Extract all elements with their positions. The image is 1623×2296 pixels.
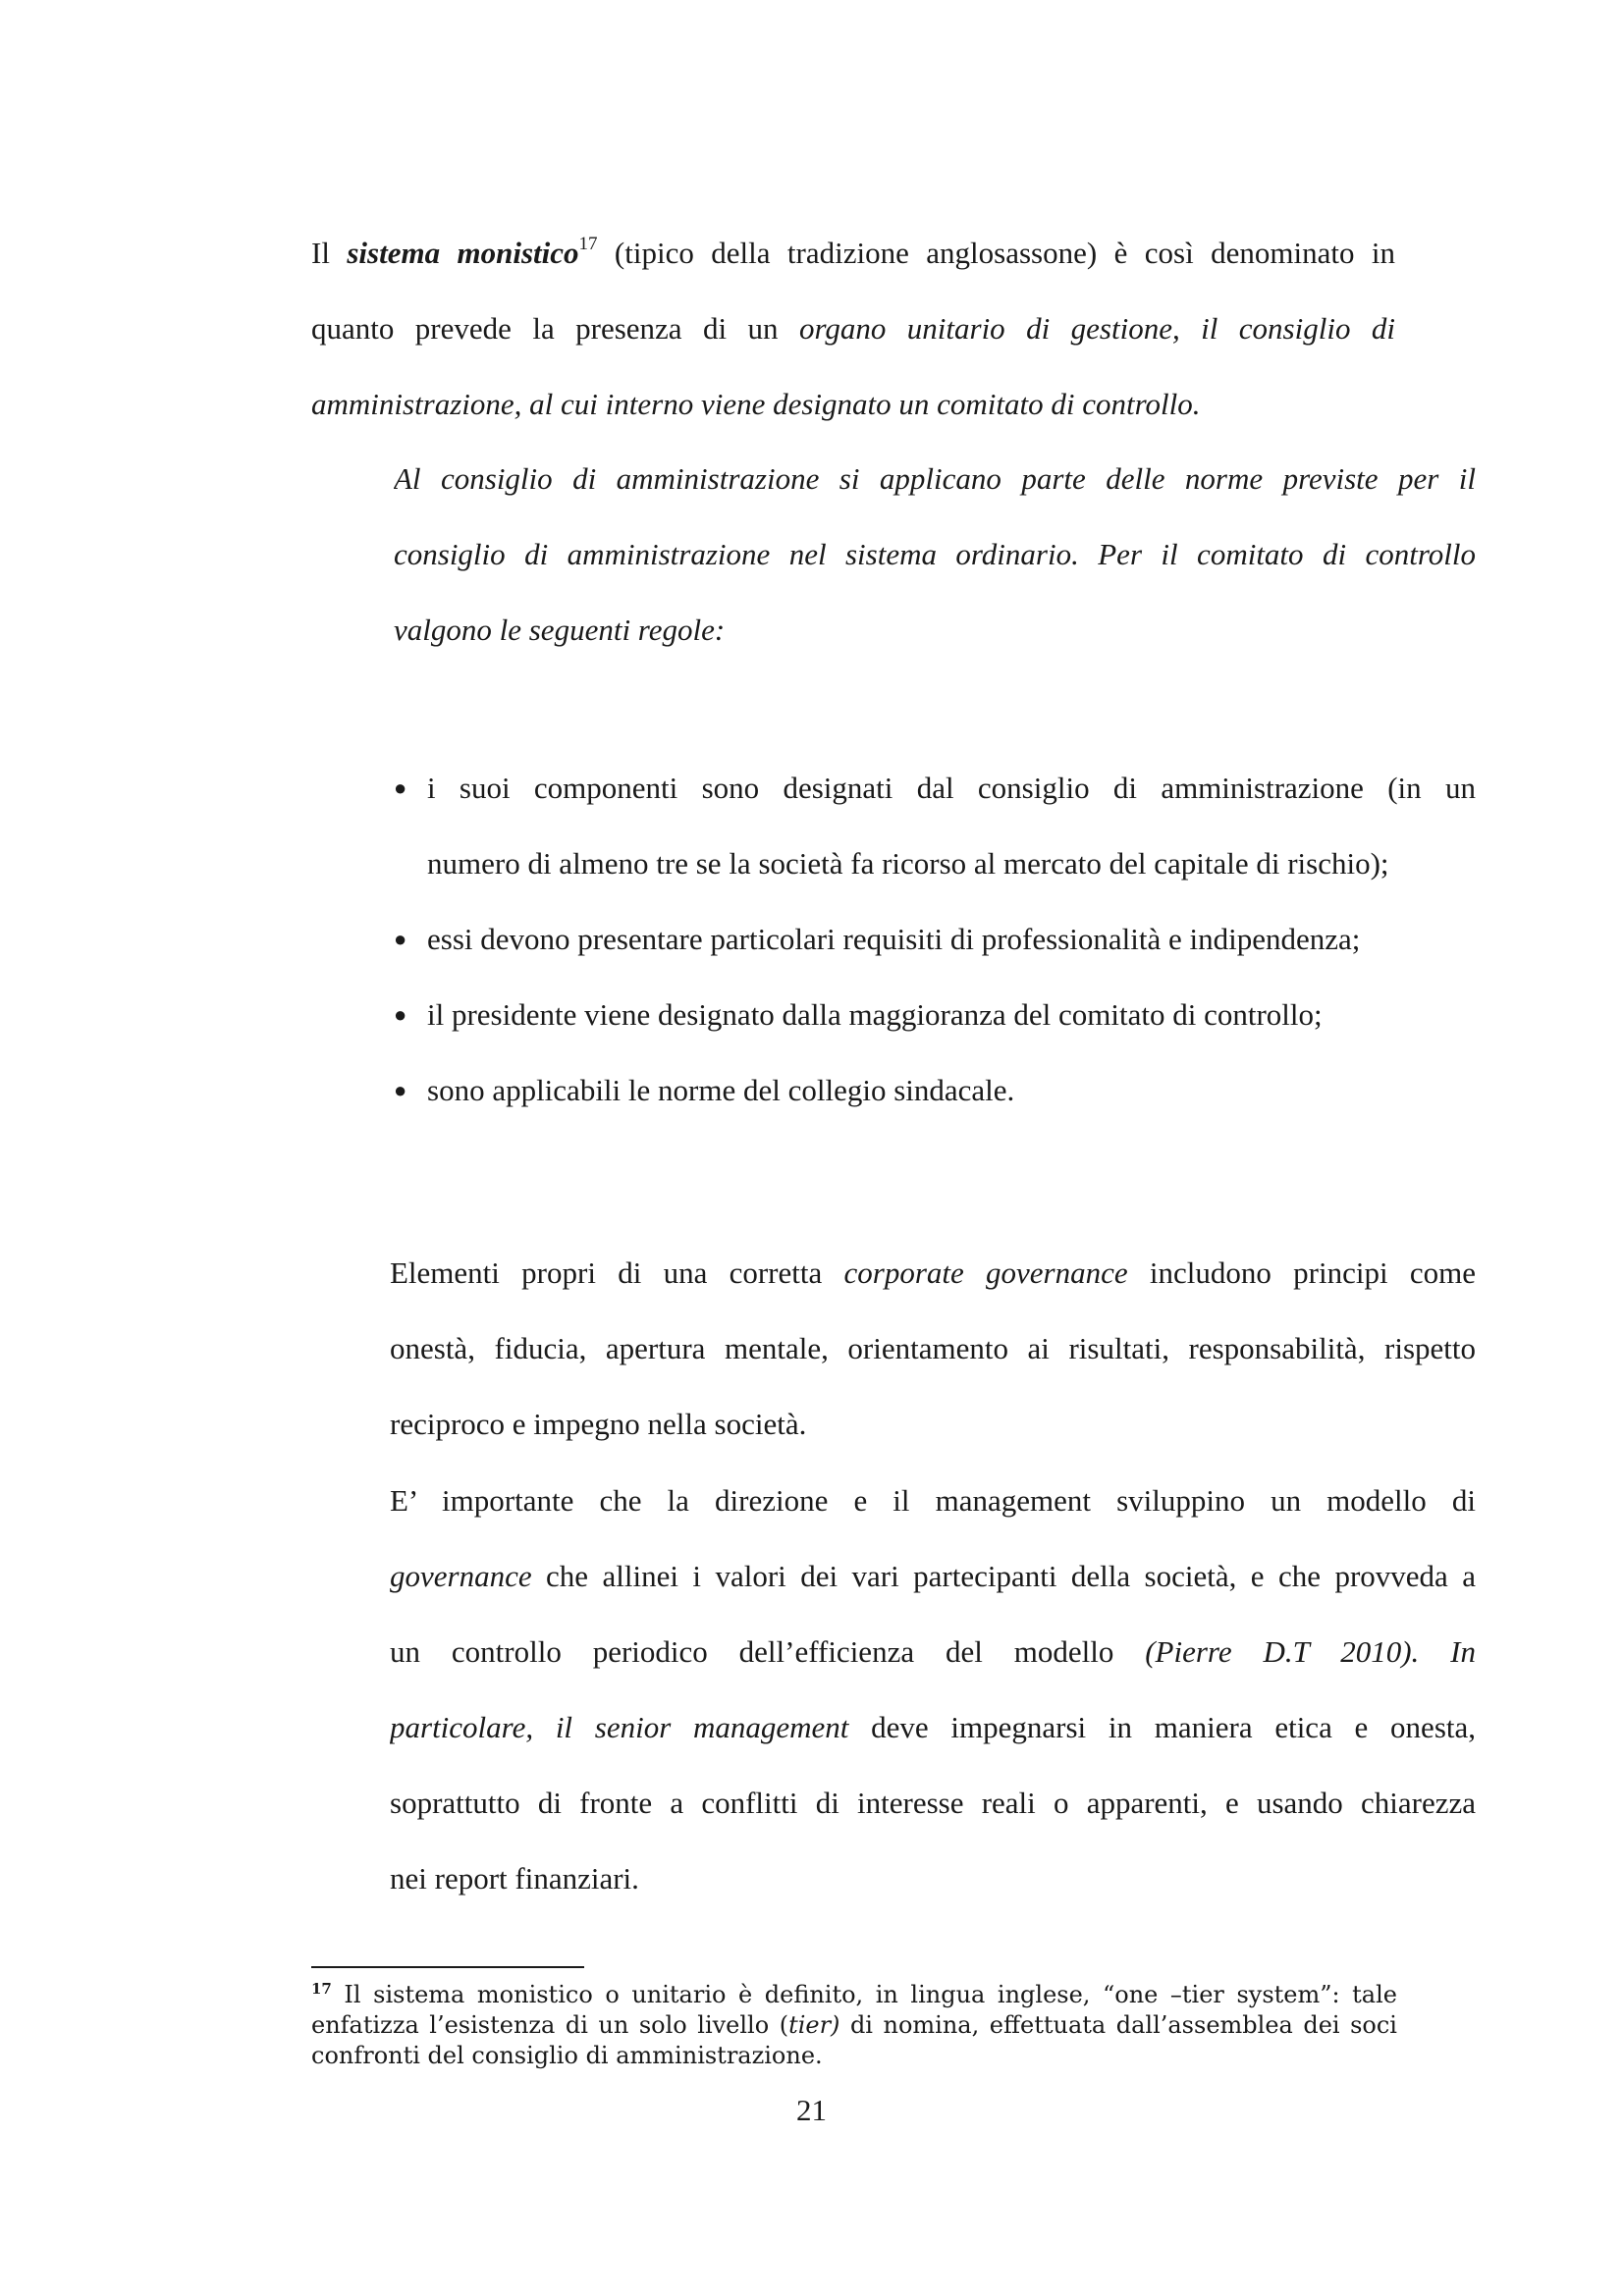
text-line: soprattutto di fronte a conflitti di interesse reali o apparenti, e usando chiarezza: [390, 1786, 1476, 1820]
list-item: ● il presidente viene designato dalla maggioranza del comitato di controllo;: [394, 977, 1476, 1052]
footnote: [311, 1980, 1397, 2071]
footnote-separator: [311, 1966, 584, 1968]
text-line: Elementi propri di una corretta corporate governance includono principi come: [390, 1255, 1476, 1290]
text-line: onestà, fiducia, apertura mentale, orientamento ai risultati, responsabilità, rispetto: [390, 1331, 1476, 1365]
footnote-line: confronti del consiglio di amministrazione.: [311, 2042, 823, 2069]
text-line: nei report finanziari.: [390, 1861, 639, 1896]
text-line: governance che allinei i valori dei vari partecipanti della società, e che provveda a: [390, 1559, 1476, 1593]
paragraph-corporate-governance: [390, 1235, 1476, 1462]
bullet-icon: ●: [394, 1078, 407, 1102]
text-line: Il sistema monistico$^{17}$ (tipico della tradizione anglosassone) è così denominato in: [311, 234, 1395, 270]
footnote-number: 17: [311, 1980, 332, 1998]
text-line: E’ importante che la direzione e il management sviluppino un modello di: [390, 1483, 1476, 1518]
bullet-list: [394, 750, 1476, 1128]
bullet-icon: ●: [394, 927, 407, 951]
list-item: ● essi devono presentare particolari requisiti di professionalità e indipendenza;: [394, 901, 1476, 977]
text-line: un controllo periodico dell’efficienza del modello (Pierre D.T 2010). In: [390, 1634, 1476, 1669]
footnote-ref[interactable]: 17: [578, 234, 598, 254]
bullet-icon: ●: [394, 775, 407, 800]
paragraph-management: [390, 1463, 1476, 1916]
footnote-line: enfatizza l’esistenza di un solo livello (tier) di nomina, effettuata dall’assemblea dei soci: [311, 2011, 1397, 2039]
list-item: ● i suoi componenti sono designati dal consiglio di amministrazione (in un: [394, 750, 1476, 826]
text-line: particolare, il senior management deve impegnarsi in maniera etica e onesta,: [390, 1710, 1476, 1744]
bold-italic-term: sistema monistico: [347, 236, 579, 270]
text-line: quanto prevede la presenza di un organo unitario di gestione, il consiglio di: [311, 311, 1395, 346]
page-number: 21: [796, 2093, 827, 2127]
text-line: valgono le seguenti regole:: [394, 613, 726, 647]
bullet-icon: ●: [394, 1002, 407, 1027]
paragraph-consiglio: [394, 441, 1476, 667]
list-item: ● sono applicabili le norme del collegio sindacale.: [394, 1052, 1476, 1128]
text-line: consiglio di amministrazione nel sistema ordinario. Per il comitato di controllo: [394, 537, 1476, 571]
footnote-line: $^{17}$ Il sistema monistico o unitario è definito, in lingua inglese, “one –tier system”: tale: [311, 1980, 1397, 2008]
paragraph-sistema-monistico: [311, 215, 1395, 442]
list-item-continuation: numero di almeno tre se la società fa ricorso al mercato del capitale di rischio);: [427, 846, 1389, 881]
text-line: Al consiglio di amministrazione si applicano parte delle norme previste per il: [394, 461, 1476, 496]
text-line: reciproco e impegno nella società.: [390, 1407, 807, 1441]
text-line: amministrazione, al cui interno viene designato un comitato di controllo.: [311, 387, 1201, 421]
